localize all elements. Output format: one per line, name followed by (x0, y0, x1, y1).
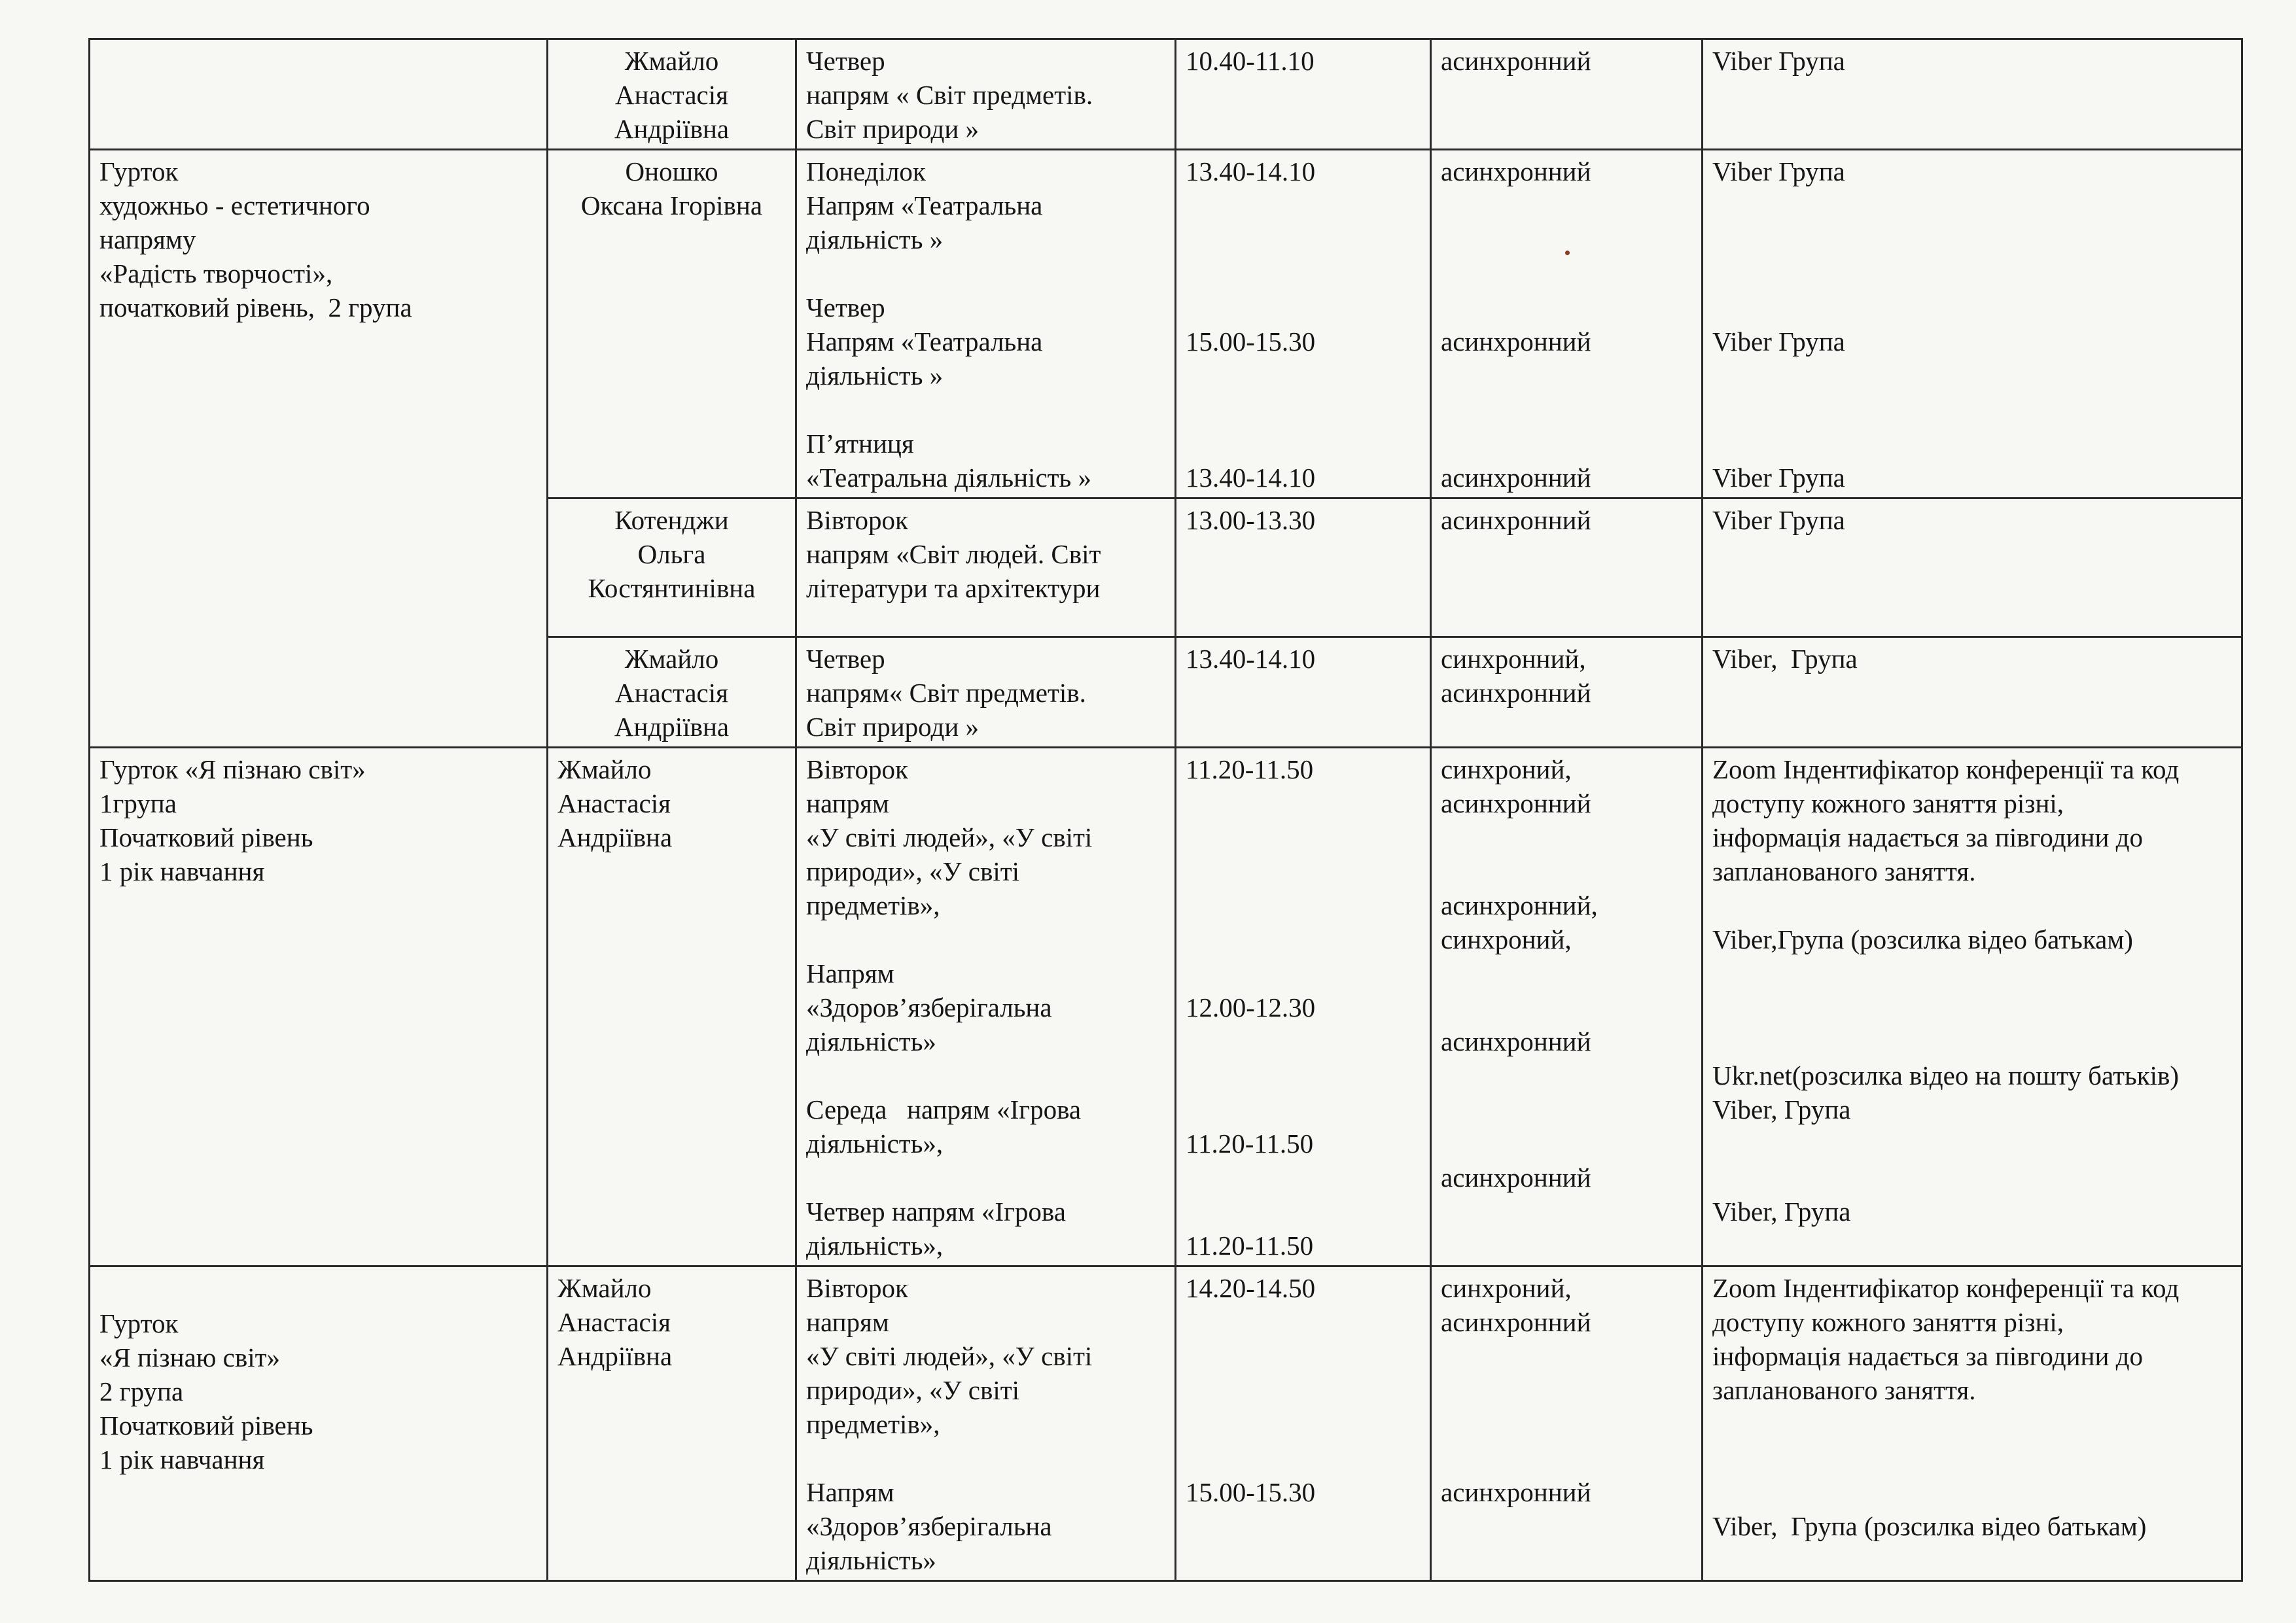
days-line: «Здоров’язберігальна (806, 992, 1052, 1022)
mode-line: асинхронний (1441, 1477, 1591, 1507)
group-cell (90, 748, 548, 1266)
teacher-line: Жмайло (557, 1273, 652, 1303)
mode-line: синхроний, (1441, 754, 1572, 784)
teacher-line: Костянтинівна (588, 573, 756, 603)
platform-cell (1703, 498, 2242, 637)
days-line: Четвер (806, 292, 885, 323)
mode-cell (1431, 498, 1703, 637)
time-line: 13.00-13.30 (1186, 505, 1316, 535)
teacher-line: Анастасія (557, 1307, 671, 1337)
days-line: діяльність » (806, 360, 944, 391)
teacher-line: Ольга (637, 539, 706, 569)
days-cell (796, 1266, 1176, 1581)
days-line: Світ природи » (806, 114, 980, 144)
mode-line: асинхронний (1441, 326, 1591, 357)
days-line: Вівторок (806, 505, 908, 535)
mode-line: синхронний, (1441, 644, 1586, 674)
mode-line: асинхронний (1441, 156, 1591, 186)
days-line: Четвер напрям «Ігрова (806, 1196, 1066, 1227)
days-line: «У світі людей», «У світі (806, 1341, 1093, 1371)
table-row (90, 1266, 2242, 1581)
group-line: напряму (99, 224, 196, 254)
teacher-line: Анастасія (614, 80, 728, 110)
days-cell (796, 498, 1176, 637)
time-line: 11.20-11.50 (1186, 1230, 1314, 1261)
table-row (90, 748, 2242, 1266)
platform-line: Ukr.net(розсилка відео на пошту батьків) (1712, 1060, 2180, 1091)
platform-line: Viber Група (1712, 462, 1845, 493)
group-line: 1 рік навчання (99, 1444, 265, 1475)
days-line: діяльність» (806, 1026, 936, 1056)
time-cell (1176, 1266, 1431, 1581)
teacher-line: Котенджи (614, 505, 729, 535)
days-line: діяльність», (806, 1128, 944, 1159)
teacher-cell (548, 748, 796, 1266)
mode-line: асинхронний (1441, 1162, 1591, 1193)
time-cell (1176, 748, 1431, 1266)
mode-cell (1431, 748, 1703, 1266)
days-line: Вівторок (806, 754, 908, 784)
platform-cell (1703, 39, 2242, 150)
group-line: Гурток «Я пізнаю світ» (99, 754, 366, 784)
teacher-line: Жмайло (557, 754, 652, 784)
teacher-line: Андріївна (614, 114, 730, 144)
teacher-cell (548, 1266, 796, 1581)
group-cell (90, 1266, 548, 1581)
teacher-line: Андріївна (614, 712, 730, 742)
group-line: 2 група (99, 1376, 184, 1406)
mode-line: синхроний, (1441, 924, 1572, 954)
time-cell (1176, 39, 1431, 150)
time-line: 14.20-14.50 (1186, 1273, 1316, 1303)
mode-cell (1431, 1266, 1703, 1581)
days-line: напрям « Світ предметів. (806, 80, 1093, 110)
days-line: діяльність» (806, 1545, 936, 1575)
mode-line: асинхронний (1441, 678, 1591, 708)
days-line: Світ природи » (806, 712, 980, 742)
mode-cell (1431, 150, 1703, 498)
platform-cell (1703, 1266, 2242, 1581)
schedule-table (88, 38, 2243, 1582)
days-cell (796, 637, 1176, 748)
platform-cell (1703, 748, 2242, 1266)
time-cell (1176, 498, 1431, 637)
teacher-line: Анастасія (614, 678, 728, 708)
days-line: Понеділок (806, 156, 926, 186)
days-line: природи», «У світі (806, 856, 1020, 886)
platform-line: Zoom Індентифікатор конференції та код (1712, 754, 2180, 784)
platform-cell (1703, 637, 2242, 748)
days-line: Напрям (806, 958, 894, 988)
days-line: Напрям «Театральна (806, 326, 1043, 357)
mode-line: асинхронний (1441, 788, 1591, 818)
days-line: напрям (806, 1307, 889, 1337)
time-cell (1176, 637, 1431, 748)
days-line: «Здоров’язберігальна (806, 1511, 1052, 1541)
platform-line: Viber Група (1712, 326, 1845, 357)
mode-line: асинхронний (1441, 1026, 1591, 1056)
teacher-cell (548, 150, 796, 498)
time-line: 15.00-15.30 (1186, 326, 1316, 357)
group-cell (90, 150, 548, 748)
days-line: «У світі людей», «У світі (806, 822, 1093, 852)
teacher-line: Анастасія (557, 788, 671, 818)
mode-line: асинхронний (1441, 1307, 1591, 1337)
teacher-cell (548, 498, 796, 637)
mode-line: асинхронний (1441, 46, 1591, 76)
days-line: напрям (806, 788, 889, 818)
group-line: художньо - естетичного (99, 190, 370, 220)
days-line: предметів», (806, 1409, 940, 1439)
days-line: напрям« Світ предметів. (806, 678, 1086, 708)
table-row (90, 150, 2242, 498)
time-line: 15.00-15.30 (1186, 1477, 1316, 1507)
platform-line: доступу кожного заняття різні, (1712, 1307, 2064, 1337)
days-line: Середа напрям «Ігрова (806, 1094, 1082, 1125)
teacher-line: Андріївна (557, 1341, 673, 1371)
group-line: 1група (99, 788, 177, 818)
days-line: Напрям (806, 1477, 894, 1507)
group-line: «Радість творчості», (99, 258, 333, 288)
platform-line: Viber Група (1712, 46, 1845, 76)
group-line: «Я пізнаю світ» (99, 1342, 281, 1372)
group-line: Гурток (99, 1308, 179, 1338)
teacher-cell (548, 637, 796, 748)
days-line: напрям «Світ людей. Світ (806, 539, 1101, 569)
schedule-body (90, 39, 2242, 1581)
days-cell (796, 150, 1176, 498)
mode-line: асинхронний, (1441, 890, 1598, 920)
group-line: 1 рік навчання (99, 856, 265, 886)
days-cell (796, 748, 1176, 1266)
mode-line: синхроний, (1441, 1273, 1572, 1303)
time-line: 11.20-11.50 (1186, 754, 1314, 784)
days-line: діяльність», (806, 1230, 944, 1261)
days-line: Напрям «Театральна (806, 190, 1043, 220)
teacher-line: Оксана Ігорівна (580, 190, 763, 220)
time-line: 13.40-14.10 (1186, 156, 1316, 186)
days-line: Четвер (806, 46, 885, 76)
teacher-cell (548, 39, 796, 150)
platform-line: Viber, Група (розсилка відео батькам) (1712, 1511, 2147, 1541)
group-line: Початковий рівень (99, 822, 313, 852)
time-line: 10.40-11.10 (1186, 46, 1315, 76)
days-line: природи», «У світі (806, 1375, 1020, 1405)
time-line: 12.00-12.30 (1186, 992, 1316, 1022)
group-line: початковий рівень, 2 група (99, 292, 412, 323)
days-cell (796, 39, 1176, 150)
platform-line: Viber, Група (1712, 1196, 1851, 1227)
scan-speck (1565, 251, 1570, 255)
mode-cell (1431, 39, 1703, 150)
days-line: предметів», (806, 890, 940, 920)
platform-line: запланованого заняття. (1712, 1375, 1976, 1405)
platform-line: інформація надається за півгодини до (1712, 1341, 2144, 1371)
platform-line: Viber,Група (розсилка відео батькам) (1712, 924, 2133, 954)
mode-cell (1431, 637, 1703, 748)
platform-line: Viber, Група (1712, 644, 1858, 674)
platform-line: інформація надається за півгодини до (1712, 822, 2144, 852)
teacher-line: Жмайло (624, 644, 719, 674)
teacher-line: Андріївна (557, 822, 673, 852)
platform-line: запланованого заняття. (1712, 856, 1976, 886)
platform-line: доступу кожного заняття різні, (1712, 788, 2064, 818)
platform-line: Viber Група (1712, 505, 1845, 535)
platform-line: Viber Група (1712, 156, 1845, 186)
platform-cell (1703, 150, 2242, 498)
days-line: Вівторок (806, 1273, 908, 1303)
teacher-line: Жмайло (624, 46, 719, 76)
group-line: Початковий рівень (99, 1410, 313, 1440)
table-row (90, 39, 2242, 150)
platform-line: Zoom Індентифікатор конференції та код (1712, 1273, 2180, 1303)
days-line: Четвер (806, 644, 885, 674)
days-line: літератури та архітектури (806, 573, 1101, 603)
time-line: 11.20-11.50 (1186, 1128, 1314, 1159)
mode-line: асинхронний (1441, 505, 1591, 535)
group-cell (90, 39, 548, 150)
time-cell (1176, 150, 1431, 498)
days-line: «Театральна діяльність » (806, 462, 1092, 493)
days-line: діяльність » (806, 224, 944, 254)
days-line: П’ятниця (806, 428, 914, 459)
teacher-line: Оношко (625, 156, 718, 186)
time-line: 13.40-14.10 (1186, 644, 1316, 674)
mode-line: асинхронний (1441, 462, 1591, 493)
platform-line: Viber, Група (1712, 1094, 1851, 1125)
group-line: Гурток (99, 156, 179, 186)
time-line: 13.40-14.10 (1186, 462, 1316, 493)
